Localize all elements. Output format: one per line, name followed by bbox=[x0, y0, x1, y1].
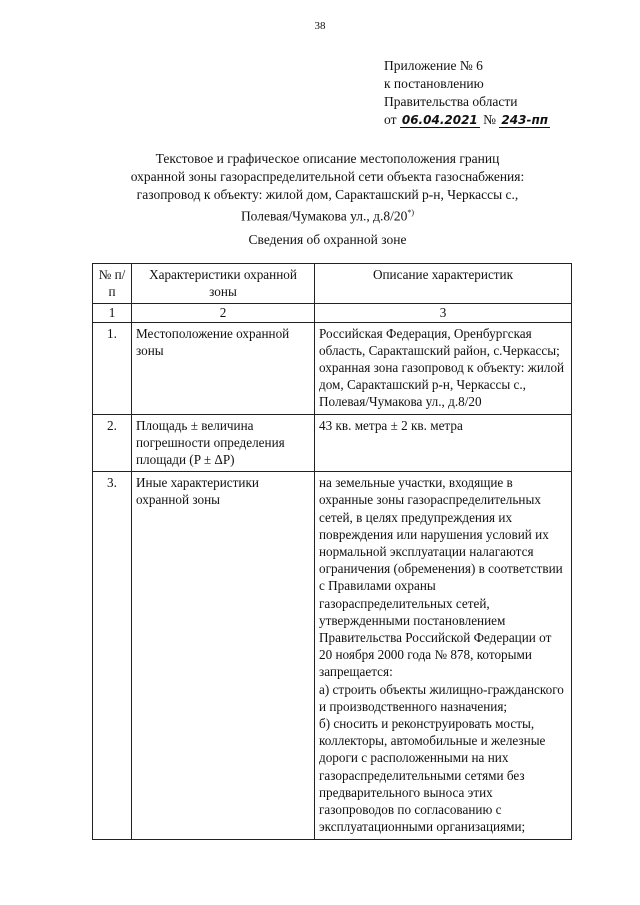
row-characteristic: Площадь ± величина погрешности определения площади (P ± ΔP) bbox=[132, 414, 315, 472]
row-number: 1. bbox=[93, 322, 132, 414]
row-characteristic: Иные характеристики охранной зоны bbox=[132, 472, 315, 839]
header-number: № п/п bbox=[93, 264, 132, 304]
restriction-item-b: б) сносить и реконструировать мосты, коллекторы, автомобильные и железные дороги с расположенными на них газораспределительными сетями без предварительного выноса этих газопроводов по согласованию с эксплуатационными организациями; bbox=[319, 716, 546, 835]
restrictions-intro: на земельные участки, входящие в охранные зоны газораспределительных сетей, в целях предупреждения их повреждения или нарушения условий их нормальной эксплуатации налагаются ограничения (обременения) в соответствии с Правилами охраны газораспределительных сетей, утвержденными постановлением Правительства Российской Федерации от 20 ноября 2000 года № 878, которыми запрещается: bbox=[319, 475, 563, 680]
column-number: 3 bbox=[315, 304, 572, 322]
column-number: 2 bbox=[132, 304, 315, 322]
title-line-4 bbox=[90, 204, 565, 226]
document-title bbox=[90, 150, 565, 226]
handwritten-date: 06.04.2021 bbox=[401, 113, 478, 127]
appendix-government-line: Правительства области bbox=[384, 94, 518, 109]
page-number: 38 bbox=[314, 20, 326, 32]
title-address: Полевая/Чумакова ул., д.8/20 bbox=[240, 208, 408, 224]
header-description: Описание характеристик bbox=[315, 264, 572, 304]
table-header-row bbox=[93, 264, 572, 304]
header-characteristic: Характеристики охранной зоны bbox=[132, 264, 315, 304]
title-line-3: газопровод к объекту: жилой дом, Саракташский р-н, Черкассы с., bbox=[136, 187, 519, 202]
footnote-mark: *) bbox=[407, 208, 415, 217]
section-heading: Сведения об охранной зоне bbox=[248, 232, 407, 247]
row-characteristic: Местоположение охранной зоны bbox=[132, 322, 315, 414]
date-prefix: от bbox=[384, 112, 397, 127]
table-row bbox=[93, 322, 572, 414]
handwritten-number: 243-пп bbox=[501, 113, 549, 127]
appendix-ref-line: к постановлению bbox=[384, 76, 484, 91]
column-number: 1 bbox=[93, 304, 132, 322]
row-description bbox=[315, 472, 572, 839]
title-line-1: Текстовое и графическое описание местоположения границ bbox=[155, 151, 500, 166]
row-description: Российская Федерация, Оренбургская область, Саракташский район, с.Черкассы; охранная зона газопровод к объекту: жилой дом, Саракташский р-н, Черкассы с., Полевая/Чумакова ул., д.8/20 bbox=[315, 322, 572, 414]
appendix-block bbox=[384, 57, 550, 129]
row-description: 43 кв. метра ± 2 кв. метра bbox=[315, 414, 572, 472]
table-row bbox=[93, 472, 572, 839]
row-number: 2. bbox=[93, 414, 132, 472]
table-row bbox=[93, 414, 572, 472]
row-number: 3. bbox=[93, 472, 132, 839]
appendix-title: Приложение № 6 bbox=[384, 58, 483, 73]
restriction-item-a: а) строить объекты жилищно-гражданского и производственного назначения; bbox=[319, 681, 564, 714]
zone-info-table bbox=[92, 263, 572, 840]
title-line-2: охранной зоны газораспределительной сети объекта газоснабжения: bbox=[130, 169, 525, 184]
appendix-date-line bbox=[384, 111, 550, 129]
number-sign: № bbox=[483, 112, 497, 127]
column-number-row bbox=[93, 304, 572, 322]
